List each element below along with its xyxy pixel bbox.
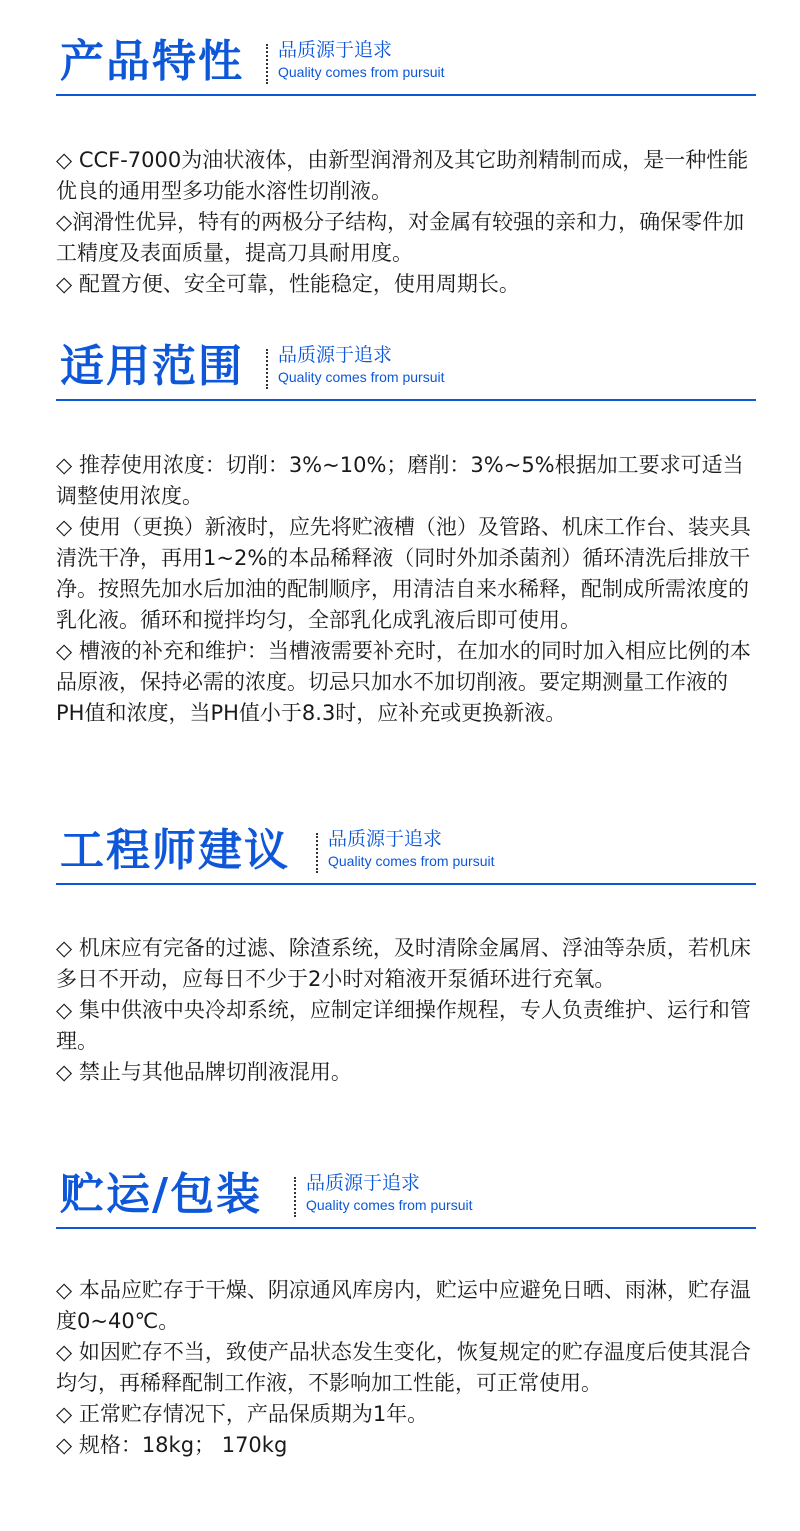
section-header-engineer-advice [56, 823, 756, 885]
paragraph: ◇ 规格：18kg； 170kg [56, 1433, 288, 1457]
section-title: 适用范围 [60, 341, 244, 392]
section-header-features [56, 34, 756, 96]
paragraph: ◇ 推荐使用浓度：切削：3%~10%；磨削：3%~5%根据加工要求可适当调整使用浓度。 [56, 453, 744, 508]
header-underline [56, 399, 756, 401]
header-divider [266, 44, 268, 84]
paragraph: ◇ 使用（更换）新液时，应先将贮液槽（池）及管路、机床工作台、装夹具清洗干净，再用1~2%的本品稀释液（同时外加杀菌剂）循环清洗后排放干净。按照先加水后加油的配制顺序，用清洁自来水稀释，配制成所需浓度的乳化液。循环和搅拌均匀，全部乳化成乳液后即可使用。 [56, 515, 751, 632]
header-subtitle [278, 343, 445, 387]
subtitle-en: Quality comes from pursuit [328, 853, 495, 869]
header-subtitle [278, 38, 445, 82]
subtitle-cn: 品质源于追求 [328, 828, 443, 850]
paragraph: ◇ 本品应贮存于干燥、阴凉通风库房内，贮运中应避免日晒、雨淋，贮存温度0~40℃。 [56, 1278, 751, 1333]
section-header-scope [56, 339, 756, 401]
section-body-engineer-advice [56, 933, 756, 1088]
paragraph: ◇ 集中供液中央冷却系统，应制定详细操作规程，专人负责维护、运行和管理。 [56, 998, 751, 1053]
header-subtitle [306, 1171, 473, 1215]
section-title: 产品特性 [60, 36, 244, 87]
subtitle-cn: 品质源于追求 [278, 39, 393, 61]
header-underline [56, 883, 756, 885]
paragraph: ◇ 槽液的补充和维护：当槽液需要补充时，在加水的同时加入相应比例的本品原液，保持必需的浓度。切忌只加水不加切削液。要定期测量工作液的PH值和浓度，当PH值小于8.3时，应补充或更换新液。 [56, 639, 751, 725]
subtitle-en: Quality comes from pursuit [278, 64, 445, 80]
header-subtitle [328, 827, 495, 871]
header-underline [56, 94, 756, 96]
paragraph: ◇ 配置方便、安全可靠，性能稳定，使用周期长。 [56, 272, 520, 296]
subtitle-en: Quality comes from pursuit [306, 1197, 473, 1213]
section-body-features [56, 145, 756, 300]
paragraph: ◇ CCF-7000为油状液体，由新型润滑剂及其它助剂精制而成，是一种性能优良的通用型多功能水溶性切削液。 [56, 148, 749, 203]
paragraph: ◇润滑性优异，特有的两极分子结构，对金属有较强的亲和力，确保零件加工精度及表面质量，提高刀具耐用度。 [56, 210, 745, 265]
paragraph: ◇ 机床应有完备的过滤、除渣系统，及时清除金属屑、浮油等杂质，若机床多日不开动，应每日不少于2小时对箱液开泵循环进行充氧。 [56, 936, 751, 991]
subtitle-en: Quality comes from pursuit [278, 369, 445, 385]
section-header-storage-packaging [56, 1167, 756, 1229]
paragraph: ◇ 正常贮存情况下，产品保质期为1年。 [56, 1402, 429, 1426]
subtitle-cn: 品质源于追求 [278, 344, 393, 366]
header-underline [56, 1227, 756, 1229]
section-title: 工程师建议 [60, 825, 290, 876]
paragraph: ◇ 禁止与其他品牌切削液混用。 [56, 1060, 352, 1084]
section-body-scope [56, 450, 756, 729]
header-divider [266, 349, 268, 389]
section-title: 贮运/包装 [60, 1169, 263, 1220]
subtitle-cn: 品质源于追求 [306, 1172, 421, 1194]
section-body-storage-packaging [56, 1275, 756, 1461]
header-divider [316, 833, 318, 873]
paragraph: ◇ 如因贮存不当，致使产品状态发生变化，恢复规定的贮存温度后使其混合均匀，再稀释配制工作液，不影响加工性能，可正常使用。 [56, 1340, 751, 1395]
header-divider [294, 1177, 296, 1217]
